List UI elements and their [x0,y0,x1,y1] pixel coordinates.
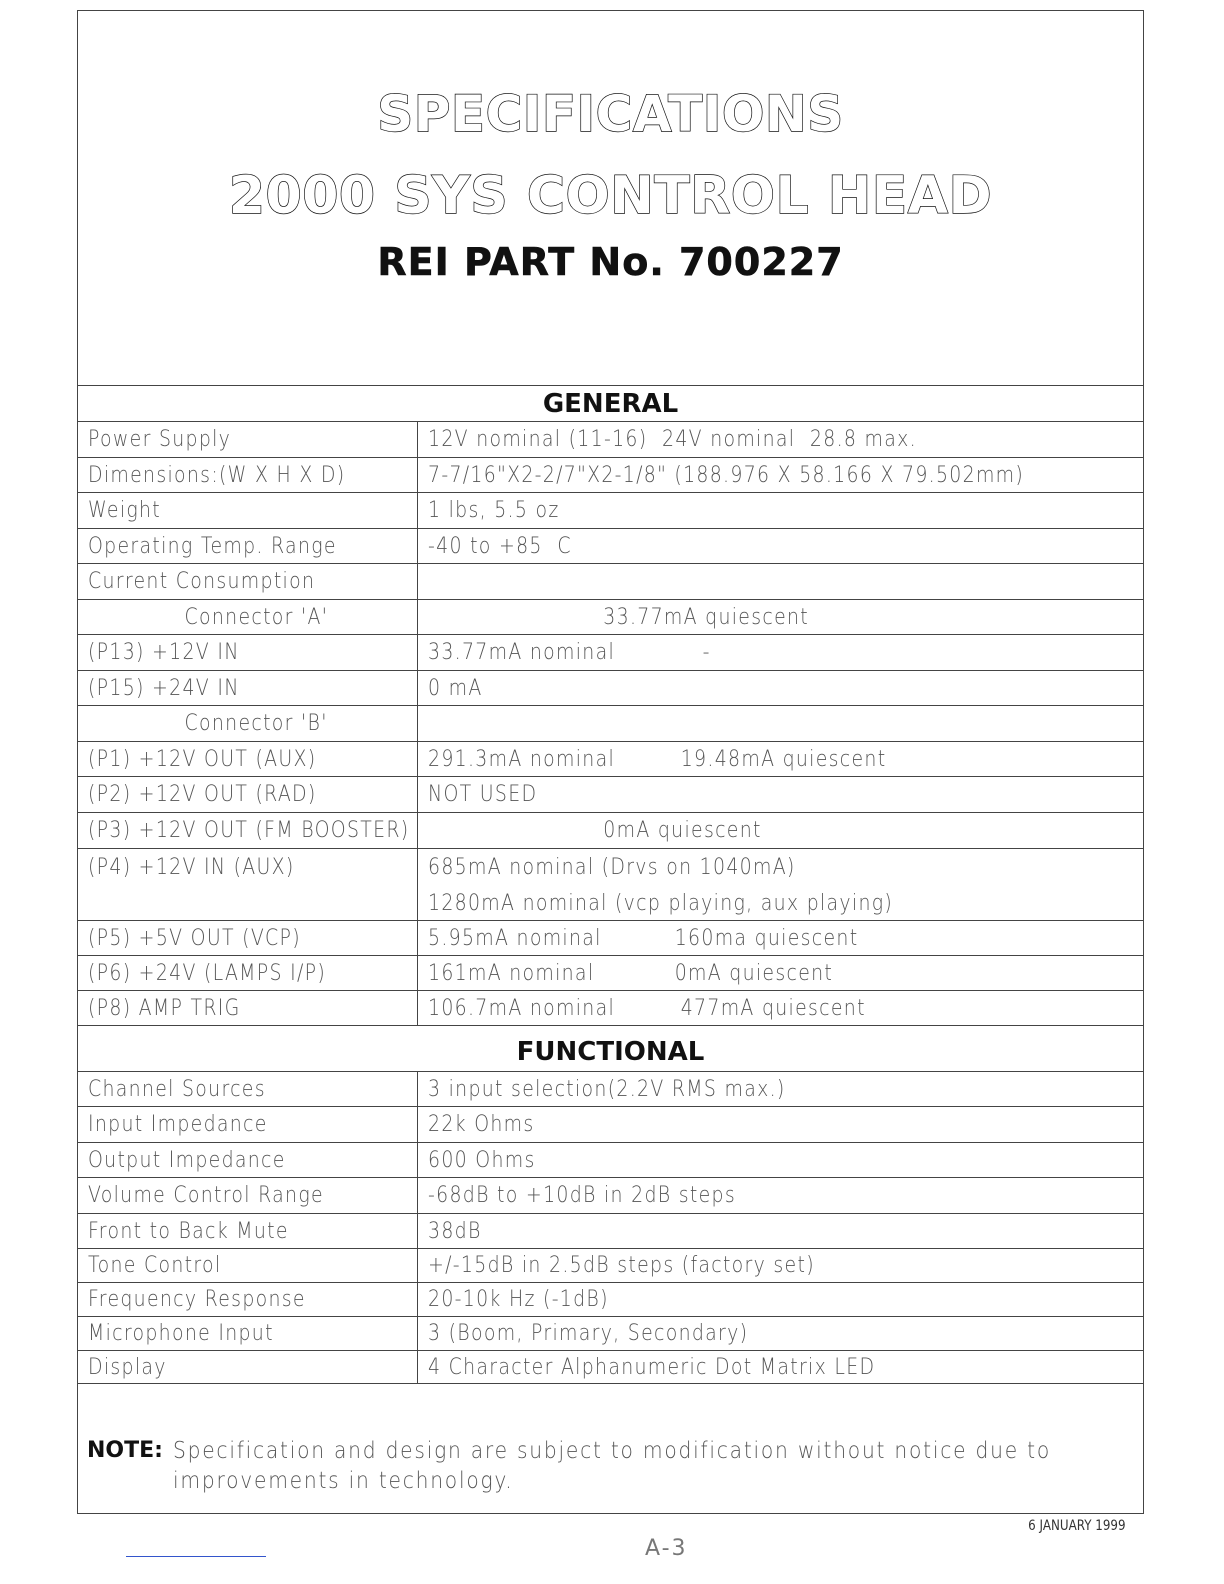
spec-row [78,634,1143,670]
spec-value: 12V nominal (11-16) 24V nominal 28.8 max. [428,427,917,452]
spec-label: Microphone Input [88,1321,274,1346]
spec-row [78,599,1143,634]
spec-label: Connector 'B' [148,711,328,736]
section-heading-general: GENERAL [78,385,1143,421]
spec-label: Front to Back Mute [88,1218,289,1244]
spec-row [78,670,1143,705]
spec-label: Operating Temp. Range [88,533,337,559]
spec-value: 600 Ohms [428,1147,536,1173]
spec-row [78,1142,1143,1177]
section-heading-functional: FUNCTIONAL [78,1025,1143,1071]
spec-label: Connector 'A' [148,604,329,630]
spec-label: (P15) +24V IN [88,675,240,701]
spec-sheet-frame [77,10,1144,1514]
note-text: Specification and design are subject to modification without notice due to improvements in technology. [173,1438,1051,1494]
spec-row [78,1248,1143,1282]
spec-row [78,705,1143,741]
spec-value: 5.95mA nominal 160ma quiescent [428,925,859,951]
spec-label: Frequency Response [88,1287,306,1312]
spec-label: Current Consumption [88,569,316,594]
spec-label: (P3) +12V OUT (FM BOOSTER) [88,818,410,843]
spec-value: NOT USED [428,782,538,807]
spec-row [78,812,1143,848]
spec-label: Power Supply [88,427,232,452]
spec-value: 1 lbs, 5.5 oz [428,498,560,523]
spec-label: Display [88,1354,167,1380]
note-label: NOTE: [87,1438,163,1463]
spec-label: Channel Sources [88,1076,266,1102]
spec-value: 685mA nominal (Drvs on 1040mA) [428,854,796,880]
spec-value: 20-10k Hz (-1dB) [428,1287,609,1312]
spec-value: 3 input selection(2.2V RMS max.) [428,1076,786,1102]
spec-value: 3 (Boom, Primary, Secondary) [428,1321,749,1346]
spec-value: 0mA quiescent [428,818,762,843]
spec-label: Volume Control Range [88,1183,324,1208]
spec-label: Input Impedance [88,1112,268,1137]
spec-value: 7-7/16"X2-2/7"X2-1/8" (188.976 X 58.166 X 79.502mm) [428,462,1025,488]
spec-row [78,1213,1143,1248]
spec-label: (P6) +24V (LAMPS I/P) [88,960,327,986]
spec-value: 33.77mA nominal - [428,640,711,665]
spec-row [78,1316,1143,1350]
link-underline[interactable] [126,1556,266,1557]
spec-value: +/-15dB in 2.5dB steps (factory set) [428,1253,815,1278]
spec-value: 0 mA [428,675,483,701]
spec-value-secondary: 1280mA nominal (vcp playing, aux playing) [428,890,894,916]
spec-value: 38dB [428,1218,482,1244]
spec-row [78,492,1143,528]
spec-row [78,955,1143,990]
spec-row [78,1177,1143,1213]
spec-row [78,1106,1143,1142]
spec-row [78,920,1143,955]
spec-label: Dimensions:(W X H X D) [88,462,346,488]
spec-value: 4 Character Alphanumeric Dot Matrix LED [428,1354,876,1380]
spec-label: (P2) +12V OUT (RAD) [88,782,317,807]
title-block [78,11,1143,385]
spec-label: (P4) +12V IN (AUX) [88,854,295,880]
page-title: SPECIFICATIONS [377,85,844,143]
spec-value: 33.77mA quiescent [428,604,809,630]
spec-row [78,421,1143,457]
spec-value: 291.3mA nominal 19.48mA quiescent [428,746,887,772]
spec-label: (P1) +12V OUT (AUX) [88,746,317,772]
spec-row [78,563,1143,599]
spec-row [78,776,1143,812]
spec-row [78,1071,1143,1106]
spec-value: 22k Ohms [428,1112,535,1137]
spec-value: 106.7mA nominal 477mA quiescent [428,995,866,1021]
spec-label: Output Impedance [88,1147,286,1173]
spec-label: (P8) AMP TRIG [88,995,241,1021]
spec-value: 161mA nominal 0mA quiescent [428,960,834,986]
spec-row [78,848,1143,920]
spec-label: (P13) +12V IN [88,640,240,665]
part-number: REI PART No. 700227 [377,240,844,284]
spec-value: -68dB to +10dB in 2dB steps [428,1183,736,1208]
spec-row [78,528,1143,563]
spec-row [78,1350,1143,1384]
spec-row [78,990,1143,1025]
revision-date: 6 JANUARY 1999 [1028,1518,1126,1534]
page-number: A-3 [645,1536,688,1561]
spec-value: -40 to +85 C [428,533,572,559]
spec-row [78,1282,1143,1316]
spec-row [78,741,1143,776]
spec-label: (P5) +5V OUT (VCP) [88,925,301,951]
spec-label: Tone Control [88,1253,222,1278]
product-name: 2000 SYS CONTROL HEAD [228,166,993,226]
spec-label: Weight [88,498,162,523]
spec-row [78,457,1143,492]
